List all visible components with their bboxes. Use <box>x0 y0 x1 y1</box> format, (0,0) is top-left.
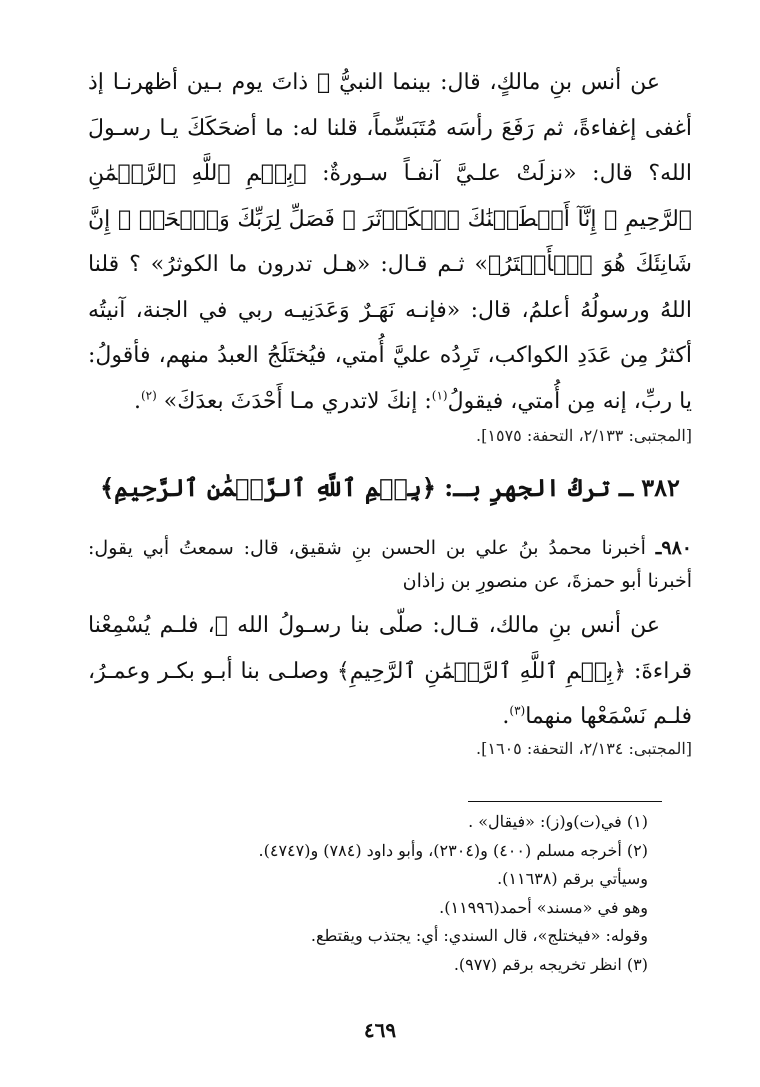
hadith-number: ٩٨٠ـ <box>655 537 692 559</box>
footnote-marker-2: (٢) <box>140 388 157 403</box>
hadith-980-text <box>88 603 692 740</box>
hadith-979-reference: [المجتبى: ٢/١٣٣، التحفة: ١٥٧٥]. <box>476 426 692 445</box>
footnote-line: وقوله: «فيختلج»، قال السندي: أي: يجتذب ويقتطع. <box>310 926 648 945</box>
hadith-979-text <box>88 60 692 424</box>
hadith-980-body: عن أنس بنِ مالك، قـال: صلّى بنا رسـولُ الله ﷺ، فلـم يُسْمِعْنا قراءةَ: ﴿بِسۡمِ ٱللَّهِ ٱلرَّحۡمَٰنِ ٱلرَّحِيمِ﴾ وصلـى بنا أبـو بكـر وعمـرُ، فلـم نَسْمَعْها منهما <box>88 613 692 729</box>
hadith-980-isnad <box>88 532 692 598</box>
hadith-979-body-end: : إنكَ لاتدري مـا أَحْدَثَ بعدَكَ» <box>156 388 432 414</box>
hadith-979-period: . <box>133 388 141 414</box>
isnad-text: أخبرنا محمدُ بنُ علي بن الحسن بنِ شقيق، قال: سمعتُ أبي يقول: أخبرنا أبو حمزةَ، عن منصورِ بن زاذان <box>88 537 692 592</box>
footnote-line: وسيأتي برقم (١١٦٣٨). <box>497 869 648 888</box>
footnotes <box>88 808 648 979</box>
hadith-980-reference: [المجتبى: ٢/١٣٤، التحفة: ١٦٠٥]. <box>476 739 692 758</box>
footnote-line: (٢) أخرجه مسلم (٤٠٠) و(٢٣٠٤)، وأبو داود (٧٨٤) و(٤٧٤٧). <box>258 840 648 860</box>
footnote-line: وهو في «مسند» أحمد(١١٩٩٦). <box>439 897 648 917</box>
hadith-980-period: . <box>502 704 510 729</box>
hadith-979-body: عن أنس بنِ مالكٍ، قال: بينما النبيُّ ﷺ ذاتَ يوم بـين أظهرنـا إذ أغفى إغفاءةً، ثم رَفَعَ رأسَه مُتَبَسِّماً، قلنا له: ما أضحَكَكَ يـا رسـولَ الله؟ قال: «نزلَتْ علـيَّ آنفـاً سـورةٌ: ﴿بِسۡمِ ٱللَّهِ ٱلرَّحۡمَٰنِ ٱلرَّحِيمِ ۞ إِنَّآ أَعۡطَيۡنَٰكَ ٱلۡكَوۡثَرَ ۞ فَصَلِّ لِرَبِّكَ وَٱنۡحَرۡ ۞ إِنَّ شَانِئَكَ هُوَ ٱلۡأَبۡتَرُ﴾» ثـم قـال: «هـل تدرون ما الكوثرُ» ؟ قلنا اللهُ ورسولُهُ أعلمُ، قال: «فإنـه نَهَـرٌ وَعَدَنِيـه ربي في الجنة، آنيتُه أكثرُ مِن عَدَدِ الكواكب، تَرِدُه عليَّ أُمتي، فيُختَلَجُ العبدُ منهم، فأقولُ: يا ربِّ، إنه مِن أُمتي، فيقولُ <box>88 70 692 414</box>
footnote-marker-3: (٣) <box>509 703 526 718</box>
footnote-line: (١) في(ت)و(ز): «فيقال» . <box>468 812 648 831</box>
footnote-line: (٣) انظر تخريجه برقم (٩٧٧). <box>453 954 648 974</box>
chapter-heading: ٣٨٢ ـ تركُ الجهرِ بـ: ﴿بِسۡمِ ٱللَّهِ ٱلرَّحۡمَٰنِ ٱلرَّحِيمِ﴾ <box>100 473 680 502</box>
footnote-marker-1: (١) <box>431 388 448 403</box>
page-number: ٤٦٩ <box>363 1018 397 1042</box>
footnote-separator <box>468 801 662 802</box>
